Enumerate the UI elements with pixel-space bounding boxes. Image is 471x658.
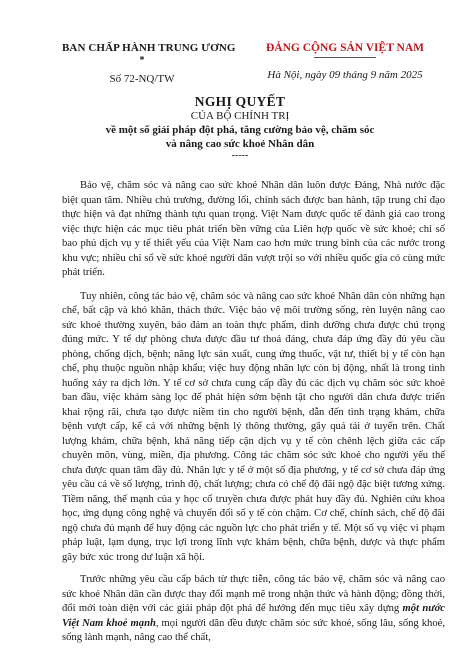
document-subject-line-1: về một số giải pháp đột phá, tăng cường bảo vệ, chăm sóc [105, 124, 375, 136]
place-and-date: Hà Nội, ngày 09 tháng 9 năm 2025 [267, 69, 423, 81]
body-paragraph-3-text-b: , mọi người dân đều được chăm sóc sức khoẻ, sống lâu, sống khoẻ, sống lành mạnh, nâng cao thể chất, [62, 617, 445, 643]
party-name-underline [314, 57, 376, 58]
issuing-body-name: BAN CHẤP HÀNH TRUNG ƯƠNG [62, 42, 236, 54]
party-name: ĐẢNG CỘNG SẢN VIỆT NAM [265, 42, 425, 54]
document-type: NGHỊ QUYẾT [194, 94, 286, 109]
body-paragraph-2: Tuy nhiên, công tác bảo vệ, chăm sóc và nâng cao sức khoẻ Nhân dân còn những hạn chế, bất cập và khó khăn, thách thức. Việc bảo vệ môi trường sống, rèn luyện nâng cao sức khoẻ thường xuyên, bảo đảm an toàn thực phẩm, dinh dưỡng chưa được chú trọng đúng mức. Y tế dự phòng chưa được đầu tư thoả đáng, chưa đáp ứng đầy đủ yêu cầu phòng, chống dịch, bệnh; năng lực sản xuất, cung ứng thuốc, vật tư, thiết bị y tế còn hạn chế, phụ thuộc nguồn nhập khẩu; việc huy động nhân lực còn bị động, nhất là trong tình huống xảy ra dịch lớn. Y tế cơ sở chưa cung cấp đầy đủ các dịch vụ chăm sóc sức khoẻ ban đầu, việc khám sàng lọc để phát hiện sớm bệnh tật cho người dân chưa được triển khai rộng rãi, chưa tạo được niềm tin cho người bệnh, dẫn đến tình trạng khám, chữa bệnh vượt cấp, kể cả với những bệnh lý thông thường, gây quá tải ở tuyến trên. Chất lượng khám, chữa bệnh, khả năng tiếp cận dịch vụ y tế còn chênh lệch giữa các cấp chuyên môn, vùng, miền, địa phương. Công tác chăm sóc sức khoẻ cho người yếu thế chưa được quan tâm đầy đủ. Nhân lực y tế ở một số địa phương, y tế cơ sở chưa đáp ứng yêu cầu cả về số lượng, trình độ, chất lượng; chưa có chế độ đãi ngộ đặc biệt tương xứng. Tiềm năng, thế mạnh của y học cổ truyền chưa được phát huy đầy đủ. Nghiên cứu khoa học, ứng dụng công nghệ và chuyển đổi số y tế còn chậm. Cơ chế, chính sách, chế độ đãi ngộ chưa đủ mạnh để huy động các nguồn lực cho phát triển y tế. Một số vụ việc vi phạm pháp luật, lạm dụng, trục lợi trong lĩnh vực khám bệnh, chữa bệnh, dược và thực phẩm gây bức xúc trong dư luận xã hội. [62, 290, 445, 563]
document-body [62, 179, 445, 655]
body-paragraph-3 [62, 573, 445, 646]
party-header [250, 41, 440, 82]
body-paragraph-3-emphasis: một nước Việt Nam khoẻ mạnh [62, 603, 445, 629]
document-title-block [40, 94, 440, 161]
issuing-body-header [62, 41, 236, 86]
title-separator: ----- [231, 150, 249, 161]
body-paragraph-1: Bảo vệ, chăm sóc và nâng cao sức khoẻ Nhân dân luôn được Đảng, Nhà nước đặc biệt quan tâm. Nhiều chủ trương, đường lối, chính sách được ban hành, tập trung chỉ đạo thực hiện và đạt những thành tựu quan trọng. Việt Nam được quốc tế đánh giá cao trong việc thực hiện các mục tiêu phát triển bền vững của Liên hợp quốc về sức khoẻ; chỉ số bao phủ dịch vụ y tế thiết yếu của Việt Nam cao hơn mức trung bình của các nước trong khu vực; nhiều chỉ số về sức khoẻ người dân vượt trội so với nhiều quốc gia có cùng mức phát triển. [62, 180, 445, 278]
body-paragraph-3-text-a: Trước những yêu cầu cấp bách từ thực tiễn, công tác bảo vệ, chăm sóc và nâng cao sức khoẻ Nhân dân cần được thay đổi mạnh mẽ trong nhận thức và hành động; đồng thời, đổi mới toàn diện với các giải pháp đột phá để hướng đến mục tiêu xây dựng [62, 574, 445, 614]
document-number: Số 72-NQ/TW [109, 73, 175, 85]
document-issuer: CỦA BỘ CHÍNH TRỊ [190, 110, 290, 122]
star-mark: * [139, 55, 145, 66]
document-subject-line-2: và nâng cao sức khoẻ Nhân dân [165, 138, 315, 150]
